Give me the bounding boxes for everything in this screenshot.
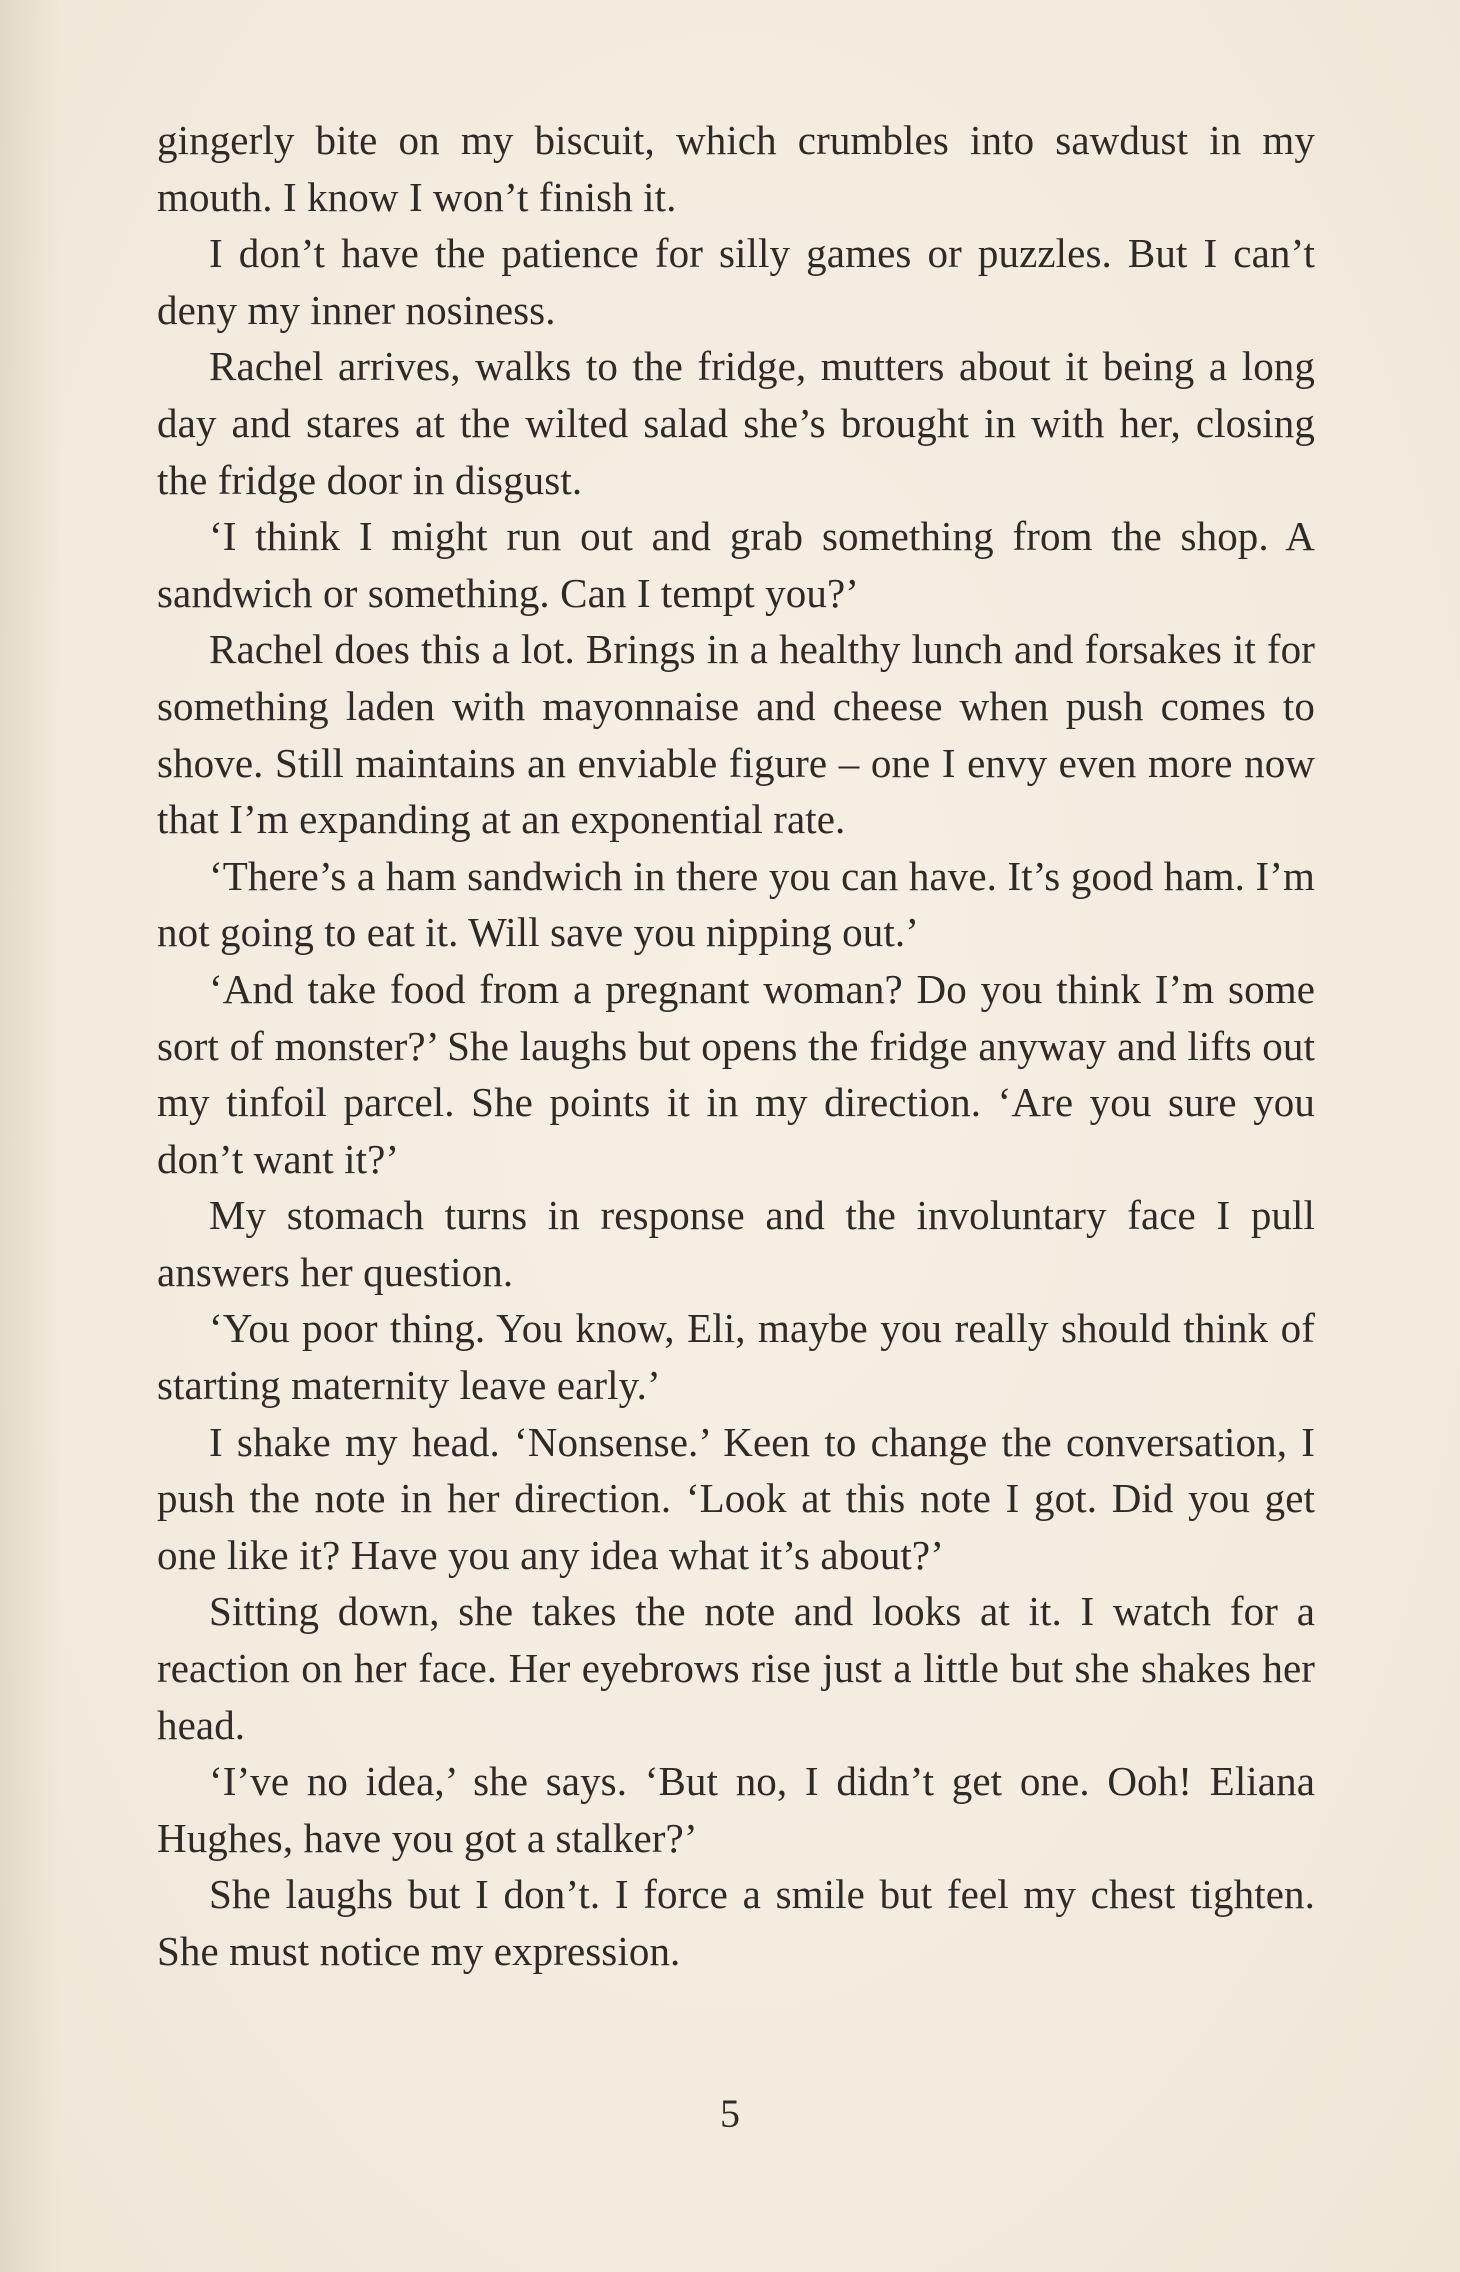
paragraph: gingerly bite on my biscuit, which crumbles into sawdust in my mouth. I know I won’t finish it.	[157, 117, 1315, 220]
body-text	[157, 112, 1315, 1980]
paragraph: She laughs but I don’t. I force a smile but feel my chest tighten. She must notice my expression.	[157, 1871, 1315, 1974]
page-number: 5	[720, 2091, 740, 2136]
page-gutter-shadow	[0, 0, 60, 2272]
paragraph: ‘I think I might run out and grab something from the shop. A sandwich or something. Can I tempt you?’	[157, 513, 1315, 616]
paragraph: ‘I’ve no idea,’ she says. ‘But no, I didn’t get one. Ooh! Eliana Hughes, have you got a stalker?’	[157, 1758, 1315, 1861]
paragraph: I don’t have the patience for silly games or puzzles. But I can’t deny my inner nosiness.	[157, 230, 1315, 333]
paragraph: ‘There’s a ham sandwich in there you can have. It’s good ham. I’m not going to eat it. Will save you nipping out.’	[157, 852, 1315, 956]
paragraph: My stomach turns in response and the involuntary face I pull answers her question.	[157, 1192, 1315, 1295]
paragraph: Rachel arrives, walks to the fridge, mutters about it being a long day and stares at the wilted salad she’s brought in with her, closing the fridge door in disgust.	[157, 343, 1315, 503]
paragraph: I shake my head. ‘Nonsense.’ Keen to change the conversation, I push the note in her direction. ‘Look at this note I got. Did you get one like it? Have you any idea what it’s about?’	[157, 1418, 1315, 1578]
paragraph: ‘And take food from a pregnant woman? Do you think I’m some sort of monster?’ She laughs but opens the fridge anyway and lifts out my tinfoil parcel. She points it in my direction. ‘Are you sure you don’t want it?’	[157, 965, 1315, 1182]
paragraph: Sitting down, she takes the note and looks at it. I watch for a reaction on her face. Her eyebrows rise just a little but she shakes her head.	[157, 1588, 1315, 1748]
paragraph: ‘You poor thing. You know, Eli, maybe you really should think of starting maternity leave early.’	[157, 1305, 1315, 1409]
paragraph: Rachel does this a lot. Brings in a healthy lunch and forsakes it for something laden with mayonnaise and cheese when push comes to shove. Still maintains an enviable figure – one I envy even more now that I’m expanding at an exponential rate.	[157, 626, 1315, 843]
